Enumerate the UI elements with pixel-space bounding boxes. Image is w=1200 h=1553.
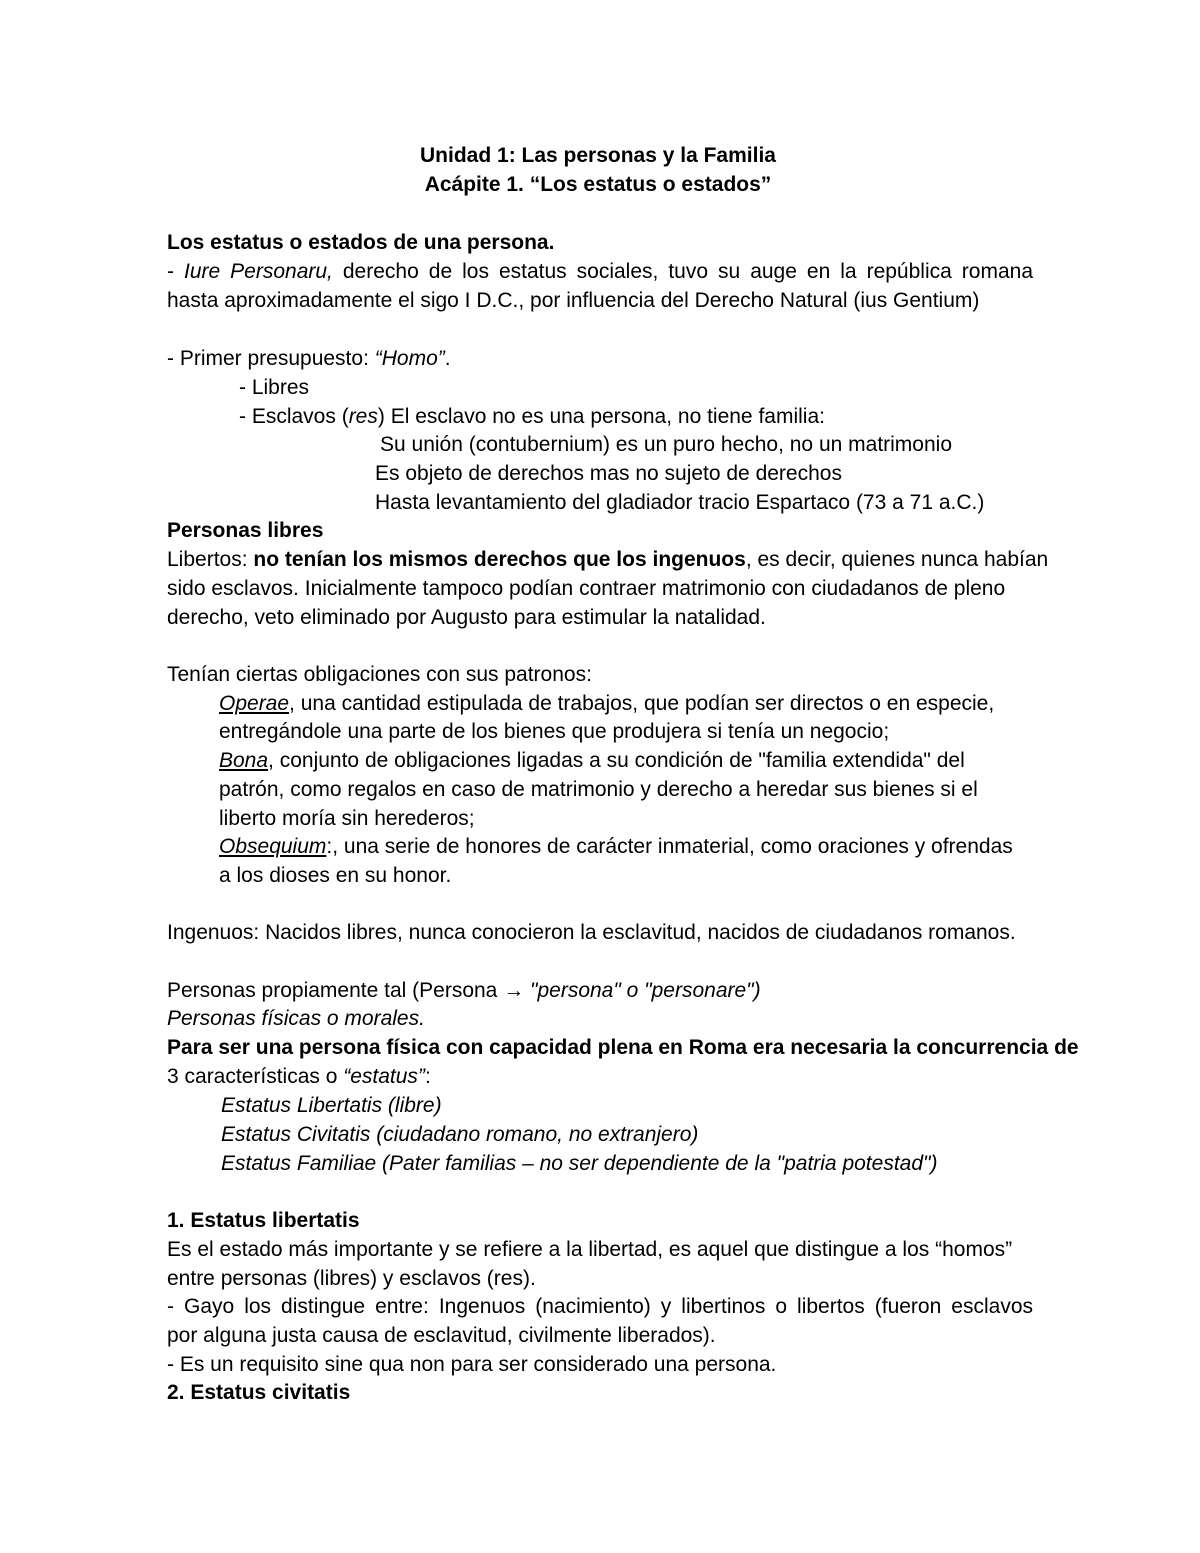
operae-item: Operae, una cantidad estipulada de trabajos, que podían ser directos o en especie, <box>219 692 995 715</box>
section-1-line: - Gayo los distingue entre: Ingenuos (nacimiento) y libertinos o libertos (fueron esclavos <box>167 1295 1033 1318</box>
operae-item-line: entregándole una parte de los bienes que produjera si tenía un negocio; <box>219 720 890 743</box>
section-1-heading: 1. Estatus libertatis <box>167 1209 360 1232</box>
libertos-paragraph-line: derecho, veto eliminado por Augusto para estimular la natalidad. <box>167 606 766 629</box>
esclavos-subitem: Es objeto de derechos mas no sujeto de derechos <box>375 462 842 485</box>
primer-presupuesto: - Primer presupuesto: “Homo”. <box>167 347 451 370</box>
libertos-paragraph-line: sido esclavos. Inicialmente tampoco podían contraer matrimonio con ciudadanos de pleno <box>167 577 1006 600</box>
libertos-paragraph-line: Libertos: no tenían los mismos derechos que los ingenuos, es decir, quienes nunca habían <box>167 548 1049 571</box>
personas-line: Personas propiamente tal (Persona → "persona" o "personare") <box>167 979 761 1002</box>
obligaciones-intro: Tenían ciertas obligaciones con sus patronos: <box>167 663 592 686</box>
esclavos-subitem: Hasta levantamiento del gladiador tracio Espartaco (73 a 71 a.C.) <box>375 491 985 514</box>
intro-paragraph-line: hasta aproximadamente el sigo I D.C., por influencia del Derecho Natural (ius Gentium) <box>167 289 980 312</box>
arrow-icon: → <box>503 979 525 1002</box>
estatus-list-item: Estatus Civitatis (ciudadano romano, no extranjero) <box>221 1123 699 1146</box>
personas-line: Para ser una persona física con capacidad plena en Roma era necesaria la concurrencia de <box>167 1036 1079 1059</box>
page-subtitle: Acápite 1. “Los estatus o estados” <box>424 173 772 196</box>
section-1-line: Es el estado más importante y se refiere a la libertad, es aquel que distingue a los “homos” <box>167 1238 1013 1261</box>
esclavos-item: - Esclavos (res) El esclavo no es una persona, no tiene familia: <box>239 405 825 428</box>
libres-item: - Libres <box>239 376 310 399</box>
personas-line: Personas físicas o morales. <box>167 1007 425 1030</box>
intro-heading: Los estatus o estados de una persona. <box>167 231 555 254</box>
section-1-line: por alguna justa causa de esclavitud, civilmente liberados). <box>167 1324 716 1347</box>
personas-line: 3 características o “estatus”: <box>167 1065 431 1088</box>
intro-paragraph-line: - Iure Personaru, derecho de los estatus sociales, tuvo su auge en la república romana <box>167 260 1033 283</box>
obsequium-item: Obsequium:, una serie de honores de carácter inmaterial, como oraciones y ofrendas <box>219 835 1013 858</box>
bona-item-line: patrón, como regalos en caso de matrimonio y derecho a heredar sus bienes si el <box>219 778 978 801</box>
obsequium-item-line: a los dioses en su honor. <box>219 864 452 887</box>
section-1-line: - Es un requisito sine qua non para ser considerado una persona. <box>167 1353 777 1376</box>
bona-item: Bona, conjunto de obligaciones ligadas a su condición de "familia extendida" del <box>219 749 965 772</box>
estatus-list-item: Estatus Libertatis (libre) <box>221 1094 442 1117</box>
page-title: Unidad 1: Las personas y la Familia <box>420 144 776 167</box>
bona-item-line: liberto moría sin herederos; <box>219 807 475 830</box>
personas-libres-heading: Personas libres <box>167 519 324 542</box>
section-2-heading: 2. Estatus civitatis <box>167 1381 351 1404</box>
esclavos-subitem: Su unión (contubernium) es un puro hecho, no un matrimonio <box>380 433 953 456</box>
estatus-list-item: Estatus Familiae (Pater familias – no ser dependiente de la "patria potestad") <box>221 1152 938 1175</box>
section-1-line: entre personas (libres) y esclavos (res). <box>167 1267 536 1290</box>
ingenuos-paragraph: Ingenuos: Nacidos libres, nunca conocieron la esclavitud, nacidos de ciudadanos romanos. <box>167 921 1016 944</box>
